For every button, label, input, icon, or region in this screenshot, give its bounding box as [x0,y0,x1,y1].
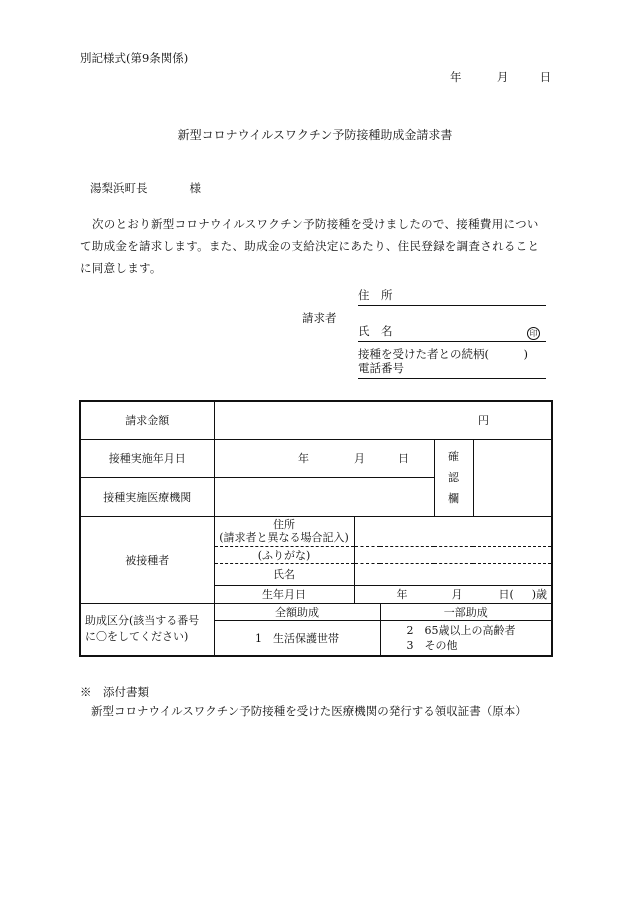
vax-month: 月 [354,452,365,465]
amount-label: 請求金額 [80,401,214,439]
claimant-address-label: 住 所 [358,288,393,302]
confirmation-box[interactable] [473,439,552,516]
amount-input[interactable] [214,401,552,439]
recipient-address-label: 住所 (請求者と異なる場合記入) [214,516,354,546]
birth-age: )歳 [531,588,548,601]
claimant-phone-label: 電話番号 [358,361,404,375]
addressee-name: 湯梨浜町長 [90,181,148,195]
full-subsidy-header: 全額助成 [214,603,380,620]
claim-table [79,400,553,657]
date-day: 日 [539,70,552,84]
claimant-label: 請求者 [302,311,337,325]
birth-year: 年 [396,588,408,601]
date-month: 月 [496,70,509,84]
body-text: 次のとおり新型コロナウイルスワクチン予防接種を受けましたので、接種費用について助成金を請求します。また、助成金の支給決定にあたり、住民登録を調査されることに同意します。 [80,217,540,275]
birth-input[interactable] [354,585,552,603]
partial-option-elderly[interactable]: 2 65歳以上の高齢者 [406,623,516,637]
document-date [450,69,551,85]
claimant-address-field[interactable] [358,287,546,306]
claimant-name-field[interactable] [358,323,546,342]
full-subsidy-option[interactable]: 1 生活保護世帯 [214,620,380,656]
claimant-name-label: 氏 名 [358,324,393,338]
seal-icon: 印 [527,327,540,340]
recipient-address-input[interactable] [354,516,552,546]
vax-year: 年 [298,452,309,465]
claimant-relation: 接種を受けた者との続柄( ) [358,347,528,361]
birth-month: 月 [451,588,463,601]
vaccination-date-label: 接種実施年月日 [80,439,214,477]
category-label: 助成区分(該当する番号に〇をしてください) [80,603,214,656]
name-label: 氏名 [214,563,354,585]
claimant-phone-field[interactable] [358,360,546,379]
clinic-input[interactable] [214,477,434,516]
name-input[interactable] [354,563,552,585]
partial-option-other[interactable]: 3 その他 [406,638,458,652]
furigana-label: (ふりがな) [214,546,354,563]
birth-day: 日( [498,588,514,601]
recipient-label: 被接種者 [80,516,214,603]
clinic-label: 接種実施医療機関 [80,477,214,516]
partial-subsidy-options[interactable] [380,620,552,656]
attachment-heading: ※ 添付書類 [80,685,149,699]
vaccination-date-input[interactable] [214,439,434,477]
date-year: 年 [450,70,462,84]
vax-day: 日 [398,452,409,465]
amount-unit: 円 [478,414,490,428]
partial-subsidy-header: 一部助成 [380,603,552,620]
confirmation-label: 確 認 欄 [434,439,473,516]
addressee [90,180,201,196]
furigana-input[interactable] [354,546,552,563]
page-title: 新型コロナウイルスワクチン予防接種助成金請求書 [177,128,453,142]
attachment-item: 新型コロナウイルスワクチン予防接種を受けた医療機関の発行する領収証書（原本） [91,704,527,718]
form-reference: 別記様式(第9条関係) [80,51,189,65]
birth-label: 生年月日 [214,585,354,603]
addressee-honorific: 様 [189,181,201,195]
